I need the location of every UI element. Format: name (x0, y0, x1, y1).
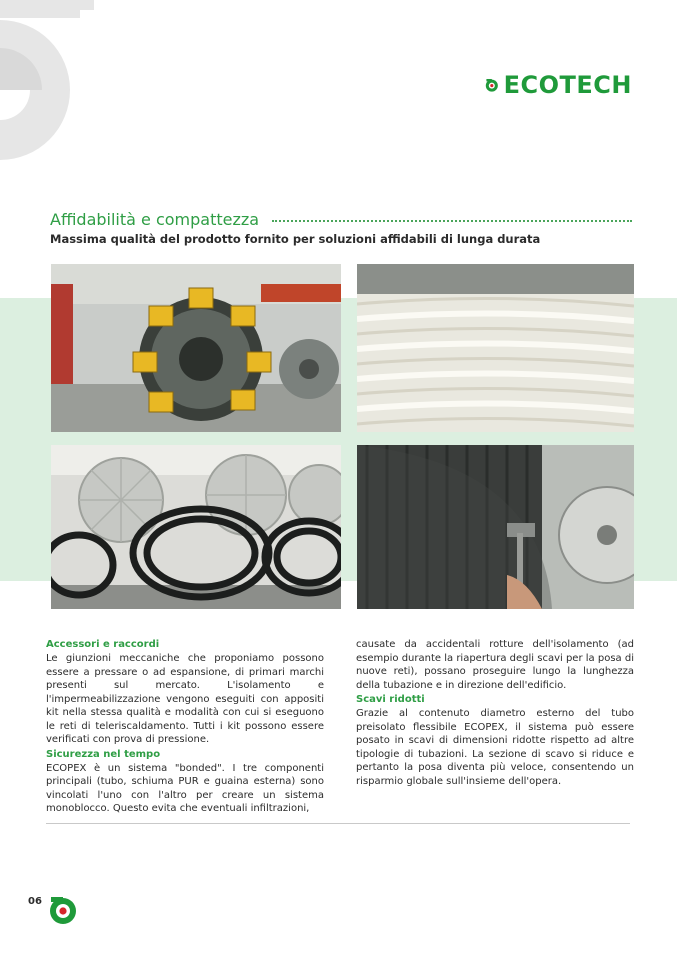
section-subtitle: Massima qualità del prodotto fornito per soluzioni affidabili di lunga durata (50, 232, 541, 246)
heading-scavi: Scavi ridotti (356, 694, 425, 705)
text-column-right (356, 638, 634, 789)
footer-logo-icon (48, 895, 78, 925)
brand-name: ECOTECH (503, 71, 632, 99)
ecotech-logo (484, 70, 632, 100)
paragraph-accessori: Le giunzioni meccaniche che proponiamo possono essere a pressare o ad espansione, di primari marchi presenti sul mercato. L'isolamento e l'impermeabilizzazione vengono eseguiti con appositi kit nella stessa qualità e modalità con cui si eseguono le reti di teleriscaldamento. Tutti i kit possono essere verificati con prova di pressione. (46, 653, 324, 745)
ecotech-logo-icon (484, 72, 500, 98)
paragraph-continuation: causate da accidentali rotture dell'isolamento (ad esempio durante la riapertura degli scavi per la posa di nuove reti), possano proseguire lungo la lunghezza della tubazione e in direzione dell'edificio. (356, 639, 634, 691)
footer-divider (46, 823, 630, 824)
paragraph-sicurezza: ECOPEX è un sistema "bonded". I tre componenti principali (tubo, schiuma PUR e guaina esterna) sono vincolati l'uno con l'altro per creare un sistema monoblocco. Questo evita che eventuali infiltrazioni, (46, 762, 324, 814)
photo-pipe-measurement (357, 445, 634, 609)
heading-accessori: Accessori e raccordi (46, 639, 160, 650)
photo-production-machine (51, 264, 341, 432)
photo-white-pipes (357, 264, 634, 432)
text-column-left (46, 638, 324, 817)
corner-decoration (0, 0, 110, 165)
photo-black-pipe-coils (51, 445, 341, 609)
section-title: Affidabilità e compattezza (50, 210, 260, 229)
heading-sicurezza: Sicurezza nel tempo (46, 748, 161, 760)
page-number: 06 (28, 896, 42, 907)
paragraph-scavi: Grazie al contenuto diametro esterno del tubo preisolato flessibile ECOPEX, il sistema può essere posato in scavi di dimensioni ridotte rispetto ad altre tipologie di tubazioni. La sezione di scavo si riduce e pertanto la posa diventa più veloce, consentendo un risparmio globale sull'insieme dell'opera. (356, 708, 634, 787)
title-dotted-rule (272, 220, 632, 222)
